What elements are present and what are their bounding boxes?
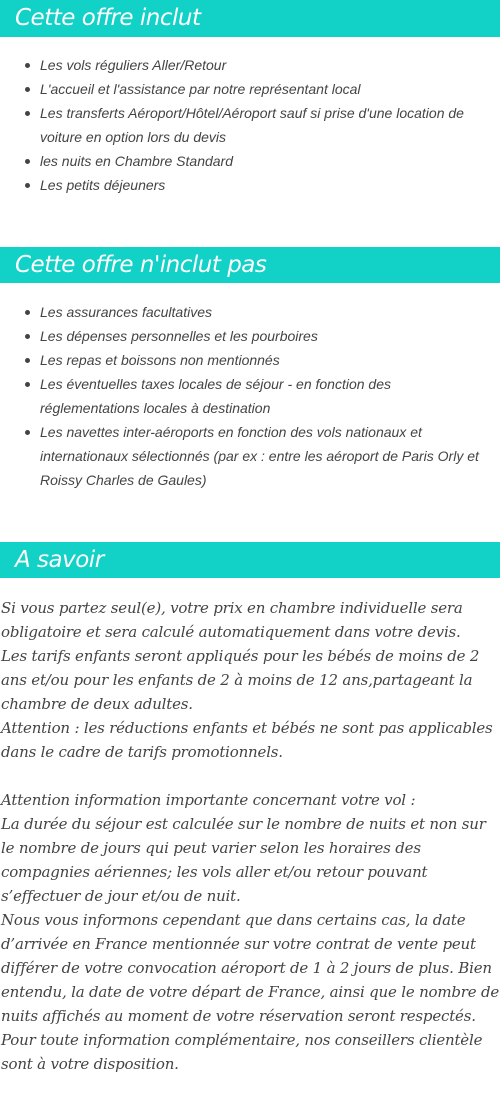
savoir-section-title: A savoir [0, 542, 500, 578]
list-item [40, 372, 500, 420]
list-item-text: Les navettes inter-aéroports en fonction des vols nationaux et internationaux sélectionnés (par ex : entre les aéroport de Paris Orly et Roissy Charles de Gaules) [40, 424, 479, 488]
savoir-paragraph: Attention : les réductions enfants et bébés ne sont pas applicables dans le cadre de tarifs promotionnels. [1, 719, 493, 761]
bullet-icon [25, 310, 30, 315]
savoir-paragraph: Les tarifs enfants seront appliqués pour les bébés de moins de 2 ans et/ou pour les enfants de 2 à moins de 12 ans,partageant la chambre de deux adultes. [1, 647, 480, 713]
bullet-icon [25, 63, 30, 68]
list-item-text: Les assurances facultatives [40, 304, 212, 320]
included-list [0, 53, 500, 197]
list-item-text: Les repas et boissons non mentionnés [40, 352, 280, 368]
list-item [40, 420, 500, 492]
excluded-section-title: Cette offre n'inclut pas [0, 247, 500, 283]
list-item [40, 173, 500, 197]
list-item [40, 324, 500, 348]
list-item-text: Les éventuelles taxes locales de séjour - en fonction des réglementations locales à destination [40, 376, 391, 416]
bullet-icon [25, 382, 30, 387]
bullet-icon [25, 159, 30, 164]
included-section-title: Cette offre inclut [0, 0, 500, 37]
list-item-text: Les vols réguliers Aller/Retour [40, 57, 227, 73]
list-item [40, 300, 500, 324]
list-item [40, 77, 500, 101]
bullet-icon [25, 111, 30, 116]
bullet-icon [25, 430, 30, 435]
savoir-paragraph: Nous vous informons cependant que dans certains cas, la date d’arrivée en France mentionnée sur votre contrat de vente peut différer de votre convocation aéroport de 1 à 2 jours de plus. Bien entendu, la date de votre départ de France, ainsi que le nombre de nuits affichés au moment de votre réservation seront respectés. [1, 911, 500, 1025]
savoir-paragraph: Pour toute information complémentaire, nos conseillers clientèle sont à votre disposition. [1, 1031, 483, 1073]
savoir-paragraph: La durée du séjour est calculée sur le nombre de nuits et non sur le nombre de jours qui peut varier selon les horaires des compagnies aériennes; les vols aller et/ou retour pouvant s’effectuer de jour et/ou de nuit. [1, 815, 486, 905]
bullet-icon [25, 183, 30, 188]
savoir-paragraph: Attention information importante concernant votre vol : [1, 791, 416, 809]
list-item-text: Les petits déjeuners [40, 177, 166, 193]
bullet-icon [25, 334, 30, 339]
list-item-text: L'accueil et l'assistance par notre représentant local [40, 81, 361, 97]
savoir-paragraph: Si vous partez seul(e), votre prix en chambre individuelle sera obligatoire et sera calculé automatiquement dans votre devis. [1, 599, 463, 641]
bullet-icon [25, 87, 30, 92]
list-item [40, 149, 500, 173]
list-item-text: les nuits en Chambre Standard [40, 153, 233, 169]
excluded-list [0, 300, 500, 492]
bullet-icon [25, 358, 30, 363]
paragraph-spacer [1, 764, 500, 788]
list-item-text: Les dépenses personnelles et les pourboires [40, 328, 318, 344]
list-item [40, 53, 500, 77]
list-item [40, 101, 500, 149]
list-item [40, 348, 500, 372]
list-item-text: Les transferts Aéroport/Hôtel/Aéroport sauf si prise d'une location de voiture en option lors du devis [40, 105, 464, 145]
savoir-text [1, 596, 500, 1076]
